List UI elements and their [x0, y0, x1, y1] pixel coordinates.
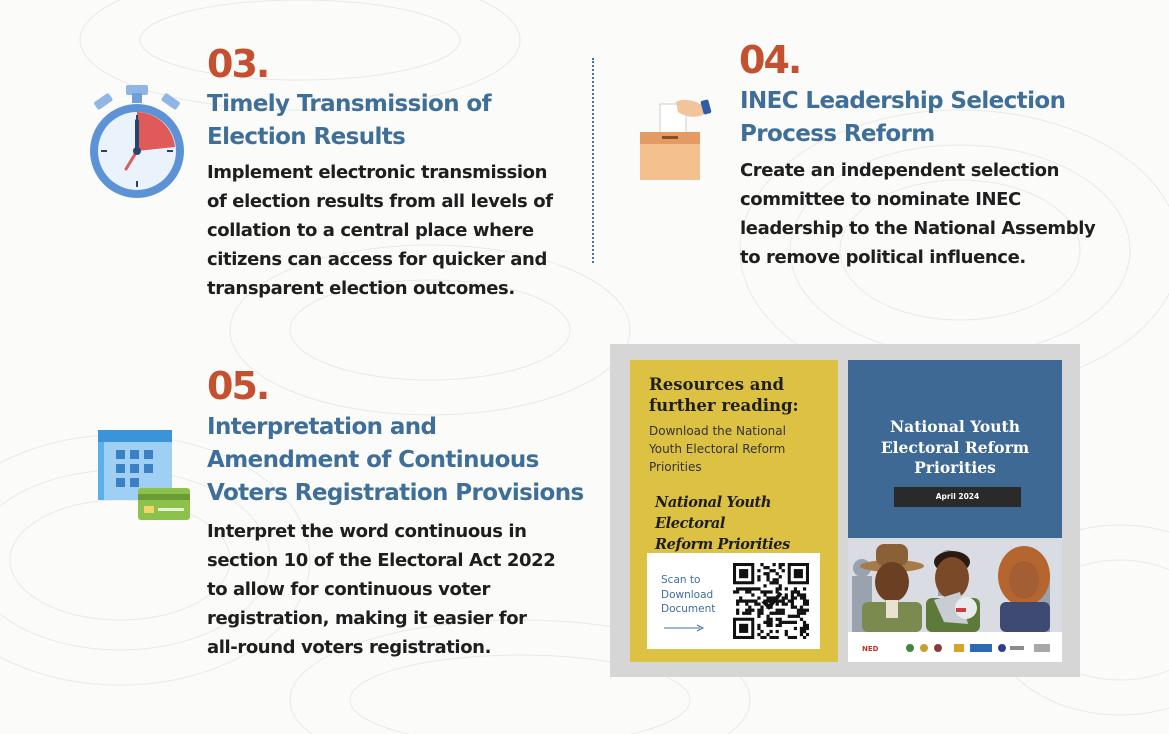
description-line: Implement electronic transmission: [207, 162, 548, 183]
item-number: 03.: [207, 42, 269, 86]
item-title: [207, 411, 587, 510]
description-line: transparent election outcomes.: [207, 278, 515, 299]
arrow-right-icon: [664, 624, 704, 632]
item-number: 04.: [739, 38, 801, 82]
description-line: citizens can access for quicker and: [207, 249, 547, 270]
scan-line: Scan to: [661, 574, 701, 586]
scan-to-download-label: [661, 573, 731, 617]
youth-illustration: [848, 538, 1062, 632]
description-line: to allow for continuous voter: [207, 579, 490, 600]
resources-subtext-line: Download the National: [649, 424, 786, 438]
partner-logos: [848, 632, 1062, 662]
document-title-line: National Youth Electoral: [655, 494, 771, 532]
resources-subtext-line: Youth Electoral Reform: [649, 442, 786, 456]
description-line: to remove political influence.: [740, 247, 1026, 268]
description-line: collation to a central place where: [207, 220, 534, 241]
description-line: of election results from all levels of: [207, 191, 553, 212]
description-line: leadership to the National Assembly: [740, 218, 1096, 239]
report-cover[interactable]: [848, 360, 1062, 662]
item-title-line: Process Reform: [740, 121, 935, 147]
resources-subtext-line: Priorities: [649, 460, 702, 474]
item-title-line: Amendment of Continuous: [207, 447, 539, 473]
document-title-line: Reform Priorities: [655, 536, 790, 553]
cover-title-line: National Youth: [890, 417, 1020, 436]
cover-title-line: Priorities: [914, 458, 996, 477]
cover-title-line: Electoral Reform: [880, 437, 1030, 457]
item-description: [207, 517, 587, 662]
resources-heading-line: further reading:: [649, 396, 799, 415]
item-title-line: Interpretation and: [207, 414, 437, 440]
resources-subtext: [649, 422, 829, 476]
cover-title: [848, 417, 1062, 479]
item-number: 05.: [207, 364, 269, 408]
cover-date: April 2024: [894, 487, 1021, 507]
description-line: committee to nominate INEC: [740, 189, 1021, 210]
item-title-line: Voters Registration Provisions: [207, 480, 584, 506]
column-divider: [592, 58, 594, 263]
description-line: section 10 of the Electoral Act 2022: [207, 550, 556, 571]
item-title-line: INEC Leadership Selection: [740, 88, 1066, 114]
ballot-box-icon: [638, 98, 714, 184]
item-description: [207, 158, 587, 303]
resources-heading: [649, 374, 829, 416]
item-title-line: Election Results: [207, 124, 406, 150]
description-line: Interpret the word continuous in: [207, 521, 527, 542]
resources-heading-line: Resources and: [649, 375, 784, 394]
item-title: [740, 85, 1140, 151]
scan-line: Download: [661, 588, 714, 601]
item-title: [207, 88, 577, 154]
ned-logo: NED: [862, 645, 879, 653]
qr-code-icon[interactable]: [733, 563, 809, 639]
stopwatch-icon: [86, 85, 188, 199]
calendar-card-icon: [96, 428, 194, 524]
description-line: registration, making it easier for: [207, 608, 527, 629]
item-description: [740, 156, 1140, 272]
description-line: Create an independent selection: [740, 160, 1060, 181]
document-title: [655, 492, 835, 555]
item-title-line: Timely Transmission of: [207, 91, 492, 117]
description-line: all-round voters registration.: [207, 637, 492, 658]
scan-line: Document: [661, 603, 716, 615]
partner-logo-icons: [848, 632, 1062, 662]
